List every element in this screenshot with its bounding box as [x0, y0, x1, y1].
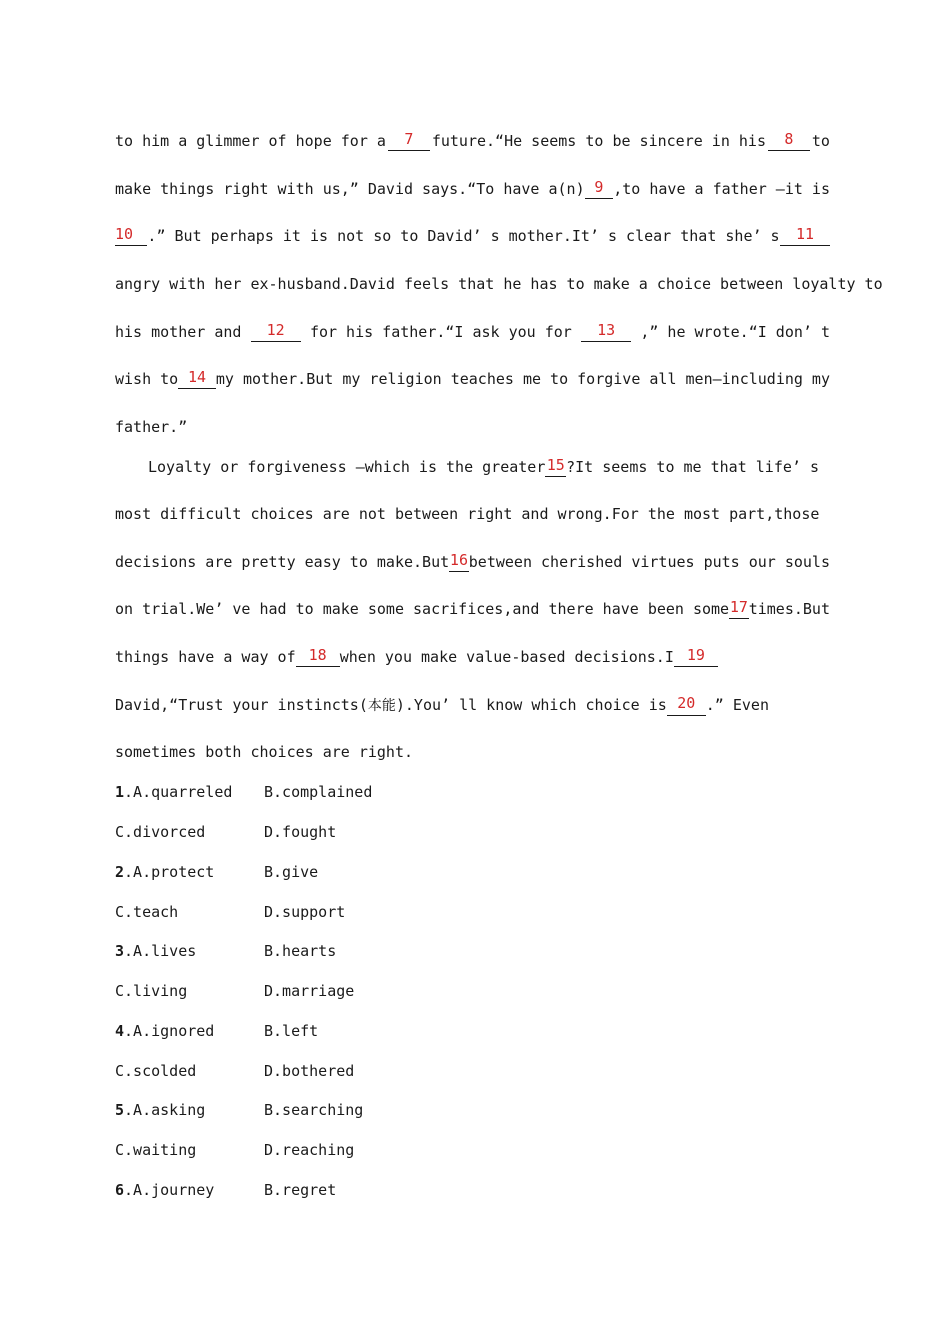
passage-line	[115, 504, 830, 524]
question-6-option-a	[115, 1180, 214, 1200]
question-2-option-a	[115, 862, 214, 882]
passage-line	[115, 742, 830, 762]
passage-line	[115, 179, 830, 199]
question-5-option-d: D.reaching	[264, 1141, 355, 1159]
blank-8: 8	[768, 131, 810, 151]
passage-line	[115, 131, 830, 151]
passage-text: times.But	[748, 600, 830, 618]
blank-18: 18	[296, 647, 340, 667]
passage-text: angry with her ex-husband.David feels that he has to make a choice between loyalty to	[115, 275, 883, 293]
passage-text-part: ).You’ ll know which choice is	[395, 696, 667, 714]
question-2-option-c: C.teach	[115, 903, 179, 921]
passage-line	[115, 369, 830, 389]
blank-9: 9	[585, 179, 614, 199]
passage-text: to him a glimmer of hope for a	[115, 132, 386, 150]
passage-text: on trial.We’ ve had to make some sacrifices,and there have been some	[115, 600, 730, 618]
blank-15: 15	[545, 457, 566, 477]
question-number: 1	[115, 783, 125, 801]
question-5-option-a	[115, 1100, 205, 1120]
passage-text: ?It seems to me that life’ s	[566, 458, 819, 476]
question-1-option-c: C.divorced	[115, 823, 206, 841]
blank-7: 7	[388, 131, 430, 151]
passage-line	[115, 695, 769, 716]
question-number: 4	[115, 1022, 125, 1040]
passage-text: most difficult choices are not between right and wrong.For the most part,those	[115, 505, 820, 523]
question-number: 2	[115, 863, 125, 881]
blank-12: 12	[251, 322, 301, 342]
passage-line	[148, 457, 819, 477]
passage-text: his mother and	[115, 323, 242, 341]
passage-text	[115, 695, 667, 716]
blank-11: 11	[780, 226, 830, 246]
passage-text: .” But perhaps it is not so to David’ s mother.It’ s clear that she’ s	[147, 227, 780, 245]
question-1-option-d: D.fought	[264, 823, 337, 841]
passage-text: for his father.“I ask you for	[309, 323, 572, 341]
blank-17: 17	[729, 599, 749, 619]
passage-line	[115, 552, 830, 572]
question-5-option-c: C.waiting	[115, 1141, 197, 1159]
blank-10: 10	[115, 226, 147, 246]
passage-text: wish to	[115, 370, 179, 388]
question-4-option-b: B.left	[264, 1022, 319, 1040]
passage-text: my mother.But my religion teaches me to forgive all men—including my	[215, 370, 830, 388]
passage-text: Loyalty or forgiveness —which is the greater	[148, 458, 546, 476]
question-6-option-b: B.regret	[264, 1181, 337, 1199]
question-3-option-b: B.hearts	[264, 942, 337, 960]
passage-text: make things right with us,” David says.“To have a(n)	[115, 180, 585, 198]
question-5-option-b: B.searching	[264, 1101, 364, 1119]
passage-line	[115, 322, 830, 342]
option-text: .A.protect	[124, 863, 215, 881]
passage-text: things have a way of	[115, 648, 296, 666]
question-2-option-d: D.support	[264, 903, 346, 921]
question-3-option-a	[115, 941, 196, 961]
option-text: .A.quarreled	[124, 783, 233, 801]
passage-text: sometimes both choices are right.	[115, 743, 414, 761]
question-number: 6	[115, 1181, 125, 1199]
question-4-option-c: C.scolded	[115, 1062, 197, 1080]
option-text: .A.ignored	[124, 1022, 215, 1040]
blank-14: 14	[178, 369, 216, 389]
option-text: .A.asking	[124, 1101, 206, 1119]
passage-text: father.”	[115, 418, 188, 436]
passage-line	[115, 599, 830, 619]
chinese-gloss: 本能	[367, 698, 396, 714]
passage-text: ,” he wrote.“I don’ t	[640, 323, 830, 341]
passage-text: to	[811, 132, 830, 150]
passage-text: when you make value-based decisions.I	[339, 648, 674, 666]
question-4-option-a	[115, 1021, 214, 1041]
blank-16: 16	[449, 552, 469, 572]
option-text: .A.journey	[124, 1181, 215, 1199]
passage-line	[115, 226, 830, 246]
question-1-option-a	[115, 782, 232, 802]
blank-13: 13	[581, 322, 631, 342]
question-3-option-c: C.living	[115, 982, 188, 1000]
passage-text: future.“He seems to be sincere in his	[431, 132, 766, 150]
passage-text-part: David,“Trust your instincts(	[115, 696, 368, 714]
option-text: .A.lives	[124, 942, 197, 960]
question-4-option-d: D.bothered	[264, 1062, 355, 1080]
question-number: 5	[115, 1101, 125, 1119]
question-1-option-b: B.complained	[264, 783, 373, 801]
passage-text: .” Even	[705, 696, 769, 714]
passage-line	[115, 417, 830, 437]
passage-text: ,to have a father —it is	[613, 180, 830, 198]
passage-text: between cherished virtues puts our souls	[468, 553, 830, 571]
question-2-option-b: B.give	[264, 863, 319, 881]
blank-20: 20	[667, 695, 706, 716]
blank-19: 19	[674, 647, 718, 667]
passage-line	[115, 274, 883, 294]
passage-line	[115, 647, 718, 667]
question-3-option-d: D.marriage	[264, 982, 355, 1000]
question-number: 3	[115, 942, 125, 960]
passage-text: decisions are pretty easy to make.But	[115, 553, 450, 571]
